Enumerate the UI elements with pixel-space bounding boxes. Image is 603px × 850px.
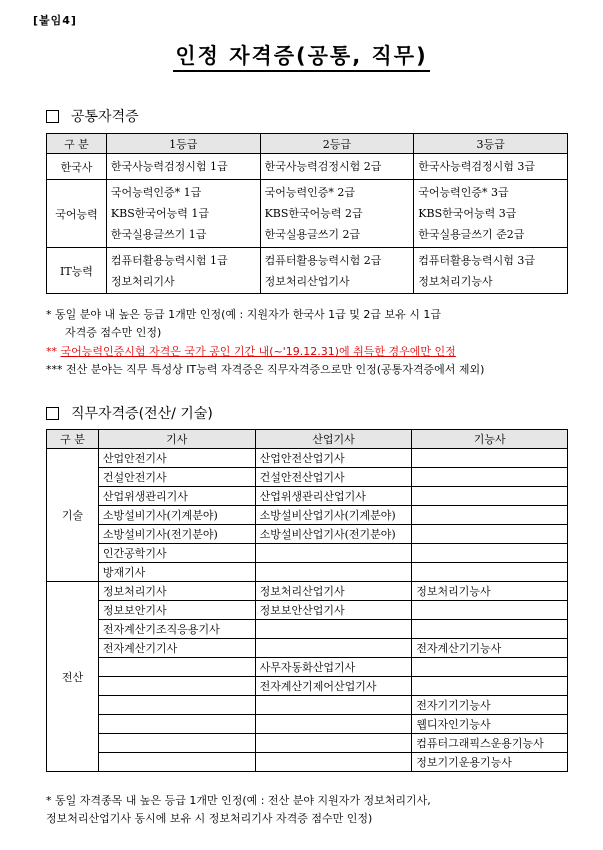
table-cell: 산업위생관리기사 (98, 487, 255, 506)
table-row (47, 487, 568, 506)
group-label: 전산 (47, 582, 99, 772)
table-cell: 정보처리산업기사 (255, 582, 412, 601)
table-cell (255, 753, 412, 772)
table-cell: 한국사능력검정시험 2급 (260, 154, 414, 180)
table-row (47, 468, 568, 487)
header-cell: 2등급 (260, 134, 414, 154)
page-title: 인정 자격증(공통, 직무) (0, 40, 603, 70)
table-cell: 컴퓨터그래픽스운용기능사 (412, 734, 568, 753)
table-cell: 전자기기기능사 (412, 696, 568, 715)
table-cell: 사무자동화산업기사 (255, 658, 412, 677)
table-header-row (47, 134, 568, 154)
table-cell (412, 506, 568, 525)
table-cell (255, 696, 412, 715)
table-cell (412, 658, 568, 677)
table-row (47, 715, 568, 734)
table-cell: 산업위생관리산업기사 (255, 487, 412, 506)
table-cell: 인간공학기사 (98, 544, 255, 563)
table-cell (412, 563, 568, 582)
table-cell: 웹디자인기능사 (412, 715, 568, 734)
table-cell (255, 734, 412, 753)
table-cell (98, 677, 255, 696)
job-section-heading (46, 403, 213, 423)
table-cell (255, 544, 412, 563)
table-row (47, 525, 568, 544)
table-cell: 국어능력인증* 1급 KBS한국어능력 1급 한국실용글쓰기 1급 (106, 180, 260, 248)
table-row (47, 563, 568, 582)
table-cell: 국어능력인증* 2급 KBS한국어능력 2급 한국실용글쓰기 2급 (260, 180, 414, 248)
table-cell: 정보보안기사 (98, 601, 255, 620)
header-cell: 산업기사 (255, 430, 412, 449)
checkbox-square-icon (46, 110, 59, 123)
footnote-1: * 동일 분야 내 높은 등급 1개만 인정(예 : 지원자가 한국사 1급 및 2급 보유 시 1급 자격증 점수만 인정) (46, 308, 441, 339)
table-cell (255, 563, 412, 582)
header-cell: 3등급 (414, 134, 568, 154)
row-label: 국어능력 (47, 180, 107, 248)
table-cell (98, 734, 255, 753)
group-label: 기술 (47, 449, 99, 582)
table-row (47, 180, 568, 248)
table-row (47, 677, 568, 696)
table-cell: 소방설비산업기사(전기분야) (255, 525, 412, 544)
table-row (47, 620, 568, 639)
header-cell: 기능사 (412, 430, 568, 449)
header-cell: 구 분 (47, 134, 107, 154)
table-cell (412, 677, 568, 696)
table-row (47, 734, 568, 753)
job-footnote: * 동일 자격종목 내 높은 등급 1개만 인정(예 : 전산 분야 지원자가 정보처리기사, 정보처리산업기사 동시에 보유 시 정보처리기사 자격증 점수만 인정) (46, 794, 431, 825)
table-cell: 건설안전산업기사 (255, 468, 412, 487)
table-cell: 전자계산기기사 (98, 639, 255, 658)
table-cell: 산업안전기사 (98, 449, 255, 468)
table-cell: 소방설비기사(전기분야) (98, 525, 255, 544)
table-cell (255, 639, 412, 658)
table-cell: 전자계산기기능사 (412, 639, 568, 658)
table-cell: 정보보안산업기사 (255, 601, 412, 620)
table-cell (412, 601, 568, 620)
checkbox-square-icon (46, 407, 59, 420)
table-cell: 소방설비산업기사(기계분야) (255, 506, 412, 525)
table-row (47, 601, 568, 620)
table-row (47, 753, 568, 772)
table-cell (98, 658, 255, 677)
table-cell (412, 525, 568, 544)
table-cell: 정보처리기사 (98, 582, 255, 601)
table-cell (98, 696, 255, 715)
table-cell: 컴퓨터활용능력시험 3급 정보처리기능사 (414, 248, 568, 294)
footnote-2: ** 국어능력인증시험 자격은 국가 공인 기간 내(~'19.12.31)에 취득한 경우에만 인정 (46, 345, 456, 358)
footnote-3: *** 전산 분야는 직무 특성상 IT능력 자격증은 직무자격증으로만 인정(공통자격증에서 제외) (46, 363, 485, 376)
common-heading-text: 공통자격증 (71, 109, 139, 125)
table-cell (98, 715, 255, 734)
header-cell: 기사 (98, 430, 255, 449)
table-cell: 정보기기운용기능사 (412, 753, 568, 772)
table-row (47, 696, 568, 715)
table-cell (98, 753, 255, 772)
table-cell: 정보처리기능사 (412, 582, 568, 601)
header-cell: 1등급 (106, 134, 260, 154)
table-cell: 건설안전기사 (98, 468, 255, 487)
table-row (47, 154, 568, 180)
common-certificate-table (46, 133, 568, 294)
table-cell: 방재기사 (98, 563, 255, 582)
table-header-row (47, 430, 568, 449)
table-cell (412, 487, 568, 506)
table-cell: 한국사능력검정시험 1급 (106, 154, 260, 180)
table-cell: 산업안전산업기사 (255, 449, 412, 468)
table-row (47, 248, 568, 294)
table-cell: 전자계산기제어산업기사 (255, 677, 412, 696)
row-label: 한국사 (47, 154, 107, 180)
table-row (47, 506, 568, 525)
table-cell: 전자계산기조직응용기사 (98, 620, 255, 639)
table-cell (412, 468, 568, 487)
table-cell: 컴퓨터활용능력시험 1급 정보처리기사 (106, 248, 260, 294)
table-row (47, 658, 568, 677)
table-cell (412, 544, 568, 563)
table-row (47, 582, 568, 601)
attachment-label: [붙임4] (33, 14, 77, 27)
row-label: IT능력 (47, 248, 107, 294)
job-certificate-table (46, 429, 568, 772)
table-cell: 국어능력인증* 3급 KBS한국어능력 3급 한국실용글쓰기 준2급 (414, 180, 568, 248)
table-cell: 컴퓨터활용능력시험 2급 정보처리산업기사 (260, 248, 414, 294)
common-section-heading (46, 106, 139, 126)
table-cell (412, 449, 568, 468)
table-row (47, 544, 568, 563)
table-cell: 소방설비기사(기계분야) (98, 506, 255, 525)
table-cell: 한국사능력검정시험 3급 (414, 154, 568, 180)
table-row (47, 639, 568, 658)
table-row (47, 449, 568, 468)
table-cell (255, 620, 412, 639)
header-cell: 구 분 (47, 430, 99, 449)
job-heading-text: 직무자격증(전산/ 기술) (71, 406, 213, 422)
table-cell (412, 620, 568, 639)
table-cell (255, 715, 412, 734)
